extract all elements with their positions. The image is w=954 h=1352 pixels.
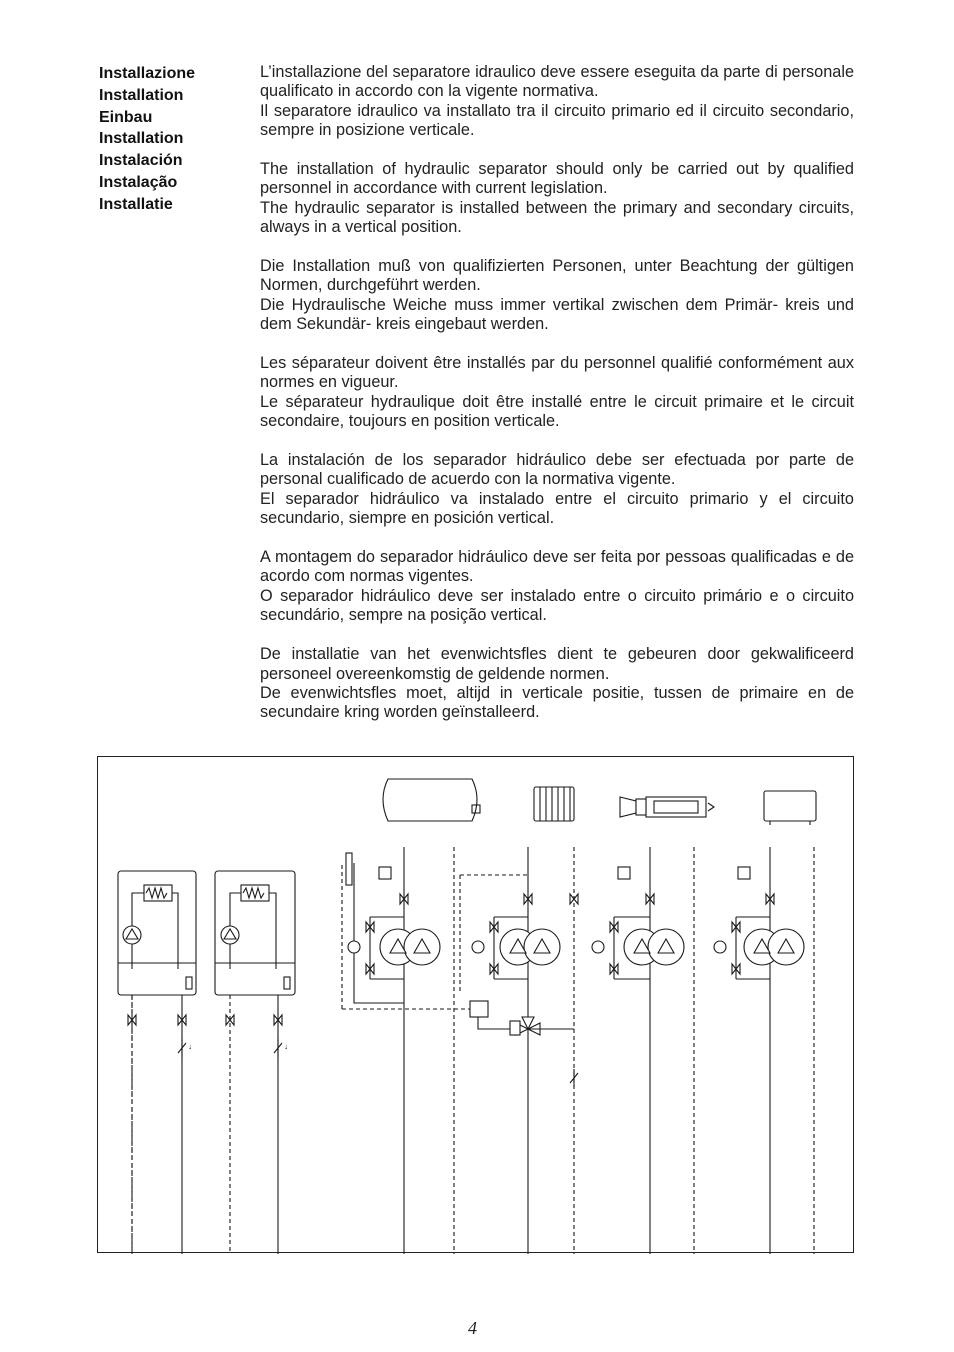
section-headings — [99, 63, 249, 216]
sentence: Il separatore idraulico va installato tra il circuito primario ed il circuito secondario, sempre in posizione verticale. — [260, 101, 854, 140]
circuit-1 — [346, 847, 458, 1254]
heading-fr: Installation — [99, 130, 184, 148]
page-number: 4 — [468, 1318, 477, 1338]
svg-text:↓: ↓ — [188, 1042, 192, 1051]
paragraph-it — [260, 63, 854, 141]
paragraph-en — [260, 160, 854, 238]
sentence: A montagem do separador hidráulico deve ser feita por pessoas qualificadas e de acordo com normas vigentes. — [260, 548, 854, 586]
sentence: De evenwichtsfles moet, altijd in verticale positie, tussen de primaire en de secundaire kring worden geïnstalleerd. — [260, 683, 854, 722]
heading-it: Installazione — [99, 65, 196, 82]
heading-nl: Installatie — [99, 195, 173, 213]
svg-text:↓: ↓ — [284, 1042, 288, 1051]
circuit-3 — [592, 847, 698, 1254]
sentence: Le séparateur hydraulique doit être installé entre le circuit primaire et le circuit secondaire, toujours en position verticale. — [260, 392, 854, 431]
circuit-4 — [714, 847, 818, 1254]
paragraph-nl — [260, 645, 854, 723]
hydraulic-schematic — [98, 757, 855, 1254]
fan-coil-icon — [620, 797, 714, 817]
radiator-icon — [534, 787, 574, 821]
heading-pt: Instalação — [99, 173, 178, 191]
boiler-1 — [118, 871, 196, 995]
paragraph-fr — [260, 354, 854, 432]
instructions-body — [260, 63, 854, 742]
circuit-2 — [342, 847, 578, 1254]
sentence: The installation of hydraulic separator should only be carried out by qualified personnel in accordance with current legislation. — [260, 160, 854, 198]
sentence: The hydraulic separator is installed between the primary and secondary circuits, always in a vertical position. — [260, 198, 854, 237]
heading-es: Instalación — [99, 152, 183, 170]
sentence: L’installazione del separatore idraulico deve essere eseguita da parte di personale qualificato in accordo con la vigente normativa. — [260, 63, 854, 101]
paragraph-pt — [260, 548, 854, 626]
sentence: El separador hidráulico va instalado entre el circuito primario y el circuito secundario, siempre en posición vertical. — [260, 489, 854, 528]
sentence: De installatie van het evenwichtsfles dient te gebeuren door gekwalificeerd personeel overeenkomstig de geldende normen. — [260, 645, 854, 683]
heading-de: Einbau — [99, 108, 153, 126]
heading-en: Installation — [99, 86, 184, 104]
installation-diagram — [97, 756, 854, 1253]
boiler-2 — [215, 871, 295, 995]
sentence: La instalación de los separador hidráulico debe ser efectuada por parte de personal cualificado de acuerdo con la normativa vigente. — [260, 451, 854, 489]
sentence: O separador hidráulico deve ser instalado entre o circuito primário e o circuito secundário, sempre na posição vertical. — [260, 586, 854, 625]
storage-tank-icon — [383, 779, 480, 821]
floor-unit-icon — [764, 791, 816, 825]
sentence: Die Installation muß von qualifizierten Personen, unter Beachtung der gültigen Normen, durchgeführt werden. — [260, 257, 854, 295]
paragraph-de — [260, 257, 854, 335]
sentence: Die Hydraulische Weiche muss immer vertikal zwischen dem Primär- kreis und dem Sekundär- kreis eingebaut werden. — [260, 295, 854, 334]
paragraph-es — [260, 451, 854, 529]
sentence: Les séparateur doivent être installés par du personnel qualifié conformément aux normes en vigueur. — [260, 354, 854, 392]
